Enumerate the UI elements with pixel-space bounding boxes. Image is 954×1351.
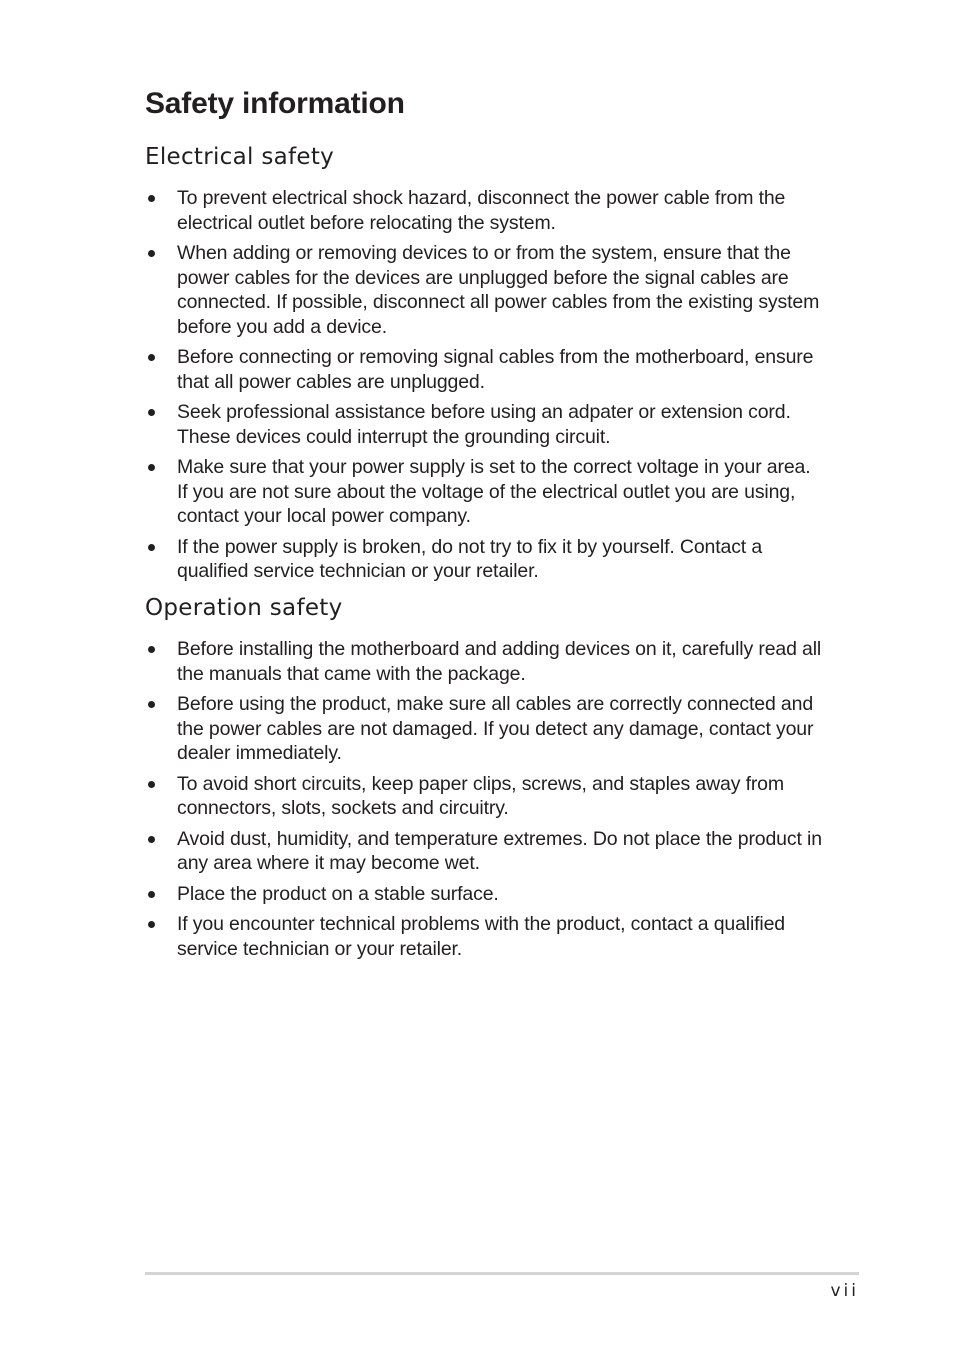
list-item xyxy=(145,345,825,394)
list-item-text: To prevent electrical shock hazard, disconnect the power cable from the electrical outlet before relocating the system. xyxy=(177,187,786,234)
bullet-icon xyxy=(148,195,155,202)
list-item-text: Before installing the motherboard and adding devices on it, carefully read all the manuals that came with the package. xyxy=(177,638,822,685)
bullet-icon xyxy=(148,836,155,843)
list-item xyxy=(145,827,825,876)
bullet-icon xyxy=(148,250,155,257)
list-item xyxy=(145,186,825,235)
list-item-text: Avoid dust, humidity, and temperature extremes. Do not place the product in any area where it may become wet. xyxy=(177,827,822,874)
electrical-safety-list xyxy=(145,186,825,584)
operation-safety-heading: Operation safety xyxy=(145,595,343,621)
list-item xyxy=(145,637,825,686)
list-item-text: Seek professional assistance before using an adpater or extension cord. These devices could interrupt the grounding circuit. xyxy=(177,401,791,448)
electrical-safety-section xyxy=(145,139,825,590)
list-item-text: Before using the product, make sure all cables are correctly connected and the power cables are not damaged. If you detect any damage, contact your dealer immediately. xyxy=(177,693,814,764)
list-item xyxy=(145,912,825,961)
list-item xyxy=(145,772,825,821)
bullet-icon xyxy=(148,701,155,708)
list-item xyxy=(145,455,825,529)
list-item-text: Before connecting or removing signal cables from the motherboard, ensure that all power cables are unplugged. xyxy=(177,346,814,393)
list-item xyxy=(145,535,825,584)
list-item-text: If the power supply is broken, do not try to fix it by yourself. Contact a qualified service technician or your retailer. xyxy=(177,535,763,582)
bullet-icon xyxy=(148,354,155,361)
list-item-text: Place the product on a stable surface. xyxy=(177,882,499,905)
bullet-icon xyxy=(148,464,155,471)
footer-divider xyxy=(145,1272,859,1275)
list-item xyxy=(145,882,825,907)
operation-safety-section xyxy=(145,590,825,967)
list-item xyxy=(145,692,825,766)
bullet-icon xyxy=(148,409,155,416)
list-item-text: To avoid short circuits, keep paper clips, screws, and staples away from connectors, slots, sockets and circuitry. xyxy=(177,772,784,819)
bullet-icon xyxy=(148,891,155,898)
list-item-text: When adding or removing devices to or from the system, ensure that the power cables for the devices are unplugged before the signal cables are connected. If possible, disconnect all power cables from the existing system before you add a device. xyxy=(177,242,820,338)
list-item-text: Make sure that your power supply is set to the correct voltage in your area. If you are not sure about the voltage of the electrical outlet you are using, contact your local power company. xyxy=(177,456,811,527)
page-title: Safety information xyxy=(145,87,405,120)
operation-safety-list xyxy=(145,637,825,961)
bullet-icon xyxy=(148,921,155,928)
bullet-icon xyxy=(148,781,155,788)
page-number: vii xyxy=(830,1281,859,1301)
list-item-text: If you encounter technical problems with the product, contact a qualified service technician or your retailer. xyxy=(177,913,785,960)
list-item xyxy=(145,241,825,339)
bullet-icon xyxy=(148,646,155,653)
list-item xyxy=(145,400,825,449)
electrical-safety-heading: Electrical safety xyxy=(145,144,335,170)
bullet-icon xyxy=(148,544,155,551)
